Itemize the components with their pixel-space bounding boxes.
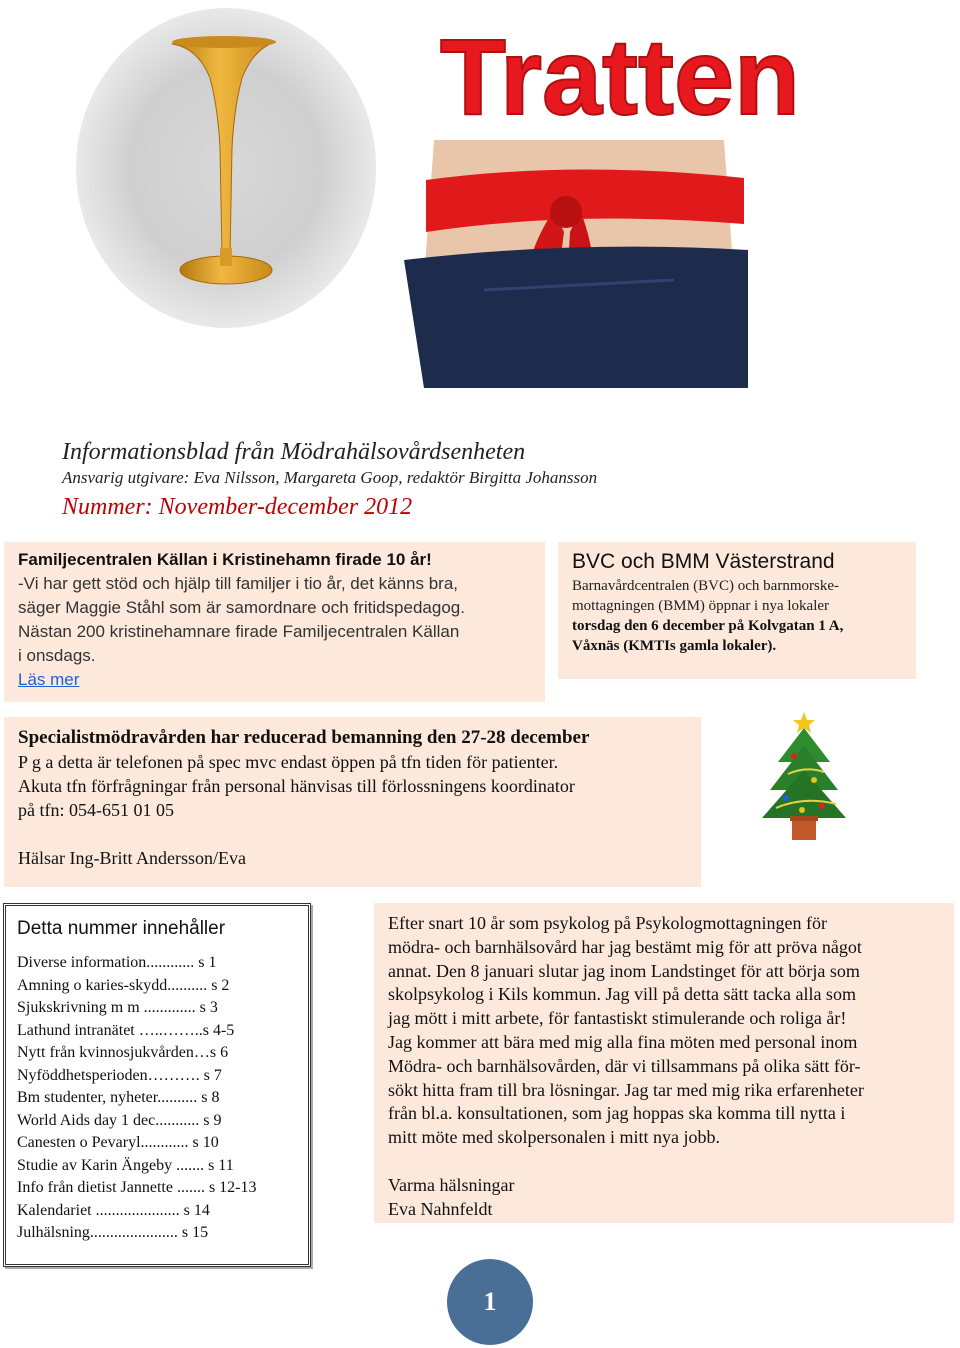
farewell-line: mitt möte med skolpersonalen i mitt nya jobb. [388, 1127, 720, 1148]
toc-item: Lathund intranätet …..……..s 4-5 [17, 1021, 235, 1039]
masthead-heading: Informationsblad från Mödrahälsovårdsenheten [62, 439, 526, 465]
christmas-tree-image [748, 710, 848, 850]
news2-line: mottagningen (BMM) öppnar i nya lokaler [572, 598, 830, 614]
masthead-publisher: Ansvarig utgivare: Eva Nilsson, Margareta Goop, redaktör Birgitta Johansson [62, 468, 598, 487]
pregnant-belly-ribbon-image [404, 140, 748, 388]
news-box-familjecentralen-content [18, 548, 540, 692]
toc-item: Kalendariet ..................... s 14 [17, 1201, 210, 1219]
notice-line: Akuta tfn förfrågningar från personal hänvisas till förlossningens koordinator [18, 776, 575, 796]
farewell-greeting: Varma hälsningar [388, 1174, 515, 1195]
notice-line: P g a detta är telefonen på spec mvc endast öppen på tfn tiden för patienter. [18, 752, 559, 772]
masthead [62, 438, 922, 522]
toc-title: Detta nummer innehåller [17, 918, 226, 939]
toc-item: Amning o karies-skydd.......... s 2 [17, 976, 230, 994]
farewell-line: annat. Den 8 januari slutar jag inom Landstinget för att börja som [388, 960, 860, 981]
farewell-line: sökt hitta fram till bra lösningar. Jag tar med mig rika erfarenheter [388, 1079, 864, 1100]
notice-line: på tfn: 054-651 01 05 [18, 800, 174, 820]
news1-line: -Vi har gett stöd och hjälp till familjer i tio år, det känns bra, [18, 574, 459, 593]
farewell-box-content [388, 912, 948, 1222]
toc-item: Canesten o Pevaryl............ s 10 [17, 1134, 219, 1151]
toc-item: Bm studenter, nyheter.......... s 8 [17, 1089, 220, 1106]
trumpet-vase-image [76, 8, 376, 328]
toc-item: Sjukskrivning m m ............. s 3 [17, 999, 218, 1016]
news2-headline: BVC och BMM Västerstrand [572, 550, 835, 573]
tratten-logo-text: Tratten [439, 18, 801, 137]
toc-item: Diverse information............ s 1 [17, 954, 217, 971]
toc-item: Julhälsning...................... s 15 [17, 1224, 209, 1241]
toc-item: Nytt från kvinnosjukvården…s 6 [17, 1044, 229, 1061]
news-box-bvc-bmm-content [572, 548, 912, 656]
farewell-line: skolpsykolog i Kils kommun. Jag vill på detta sätt tacka alla som [388, 984, 856, 1005]
news2-line: Barnavårdcentralen (BVC) och barnmorske- [572, 578, 839, 594]
farewell-line: Efter snart 10 år som psykolog på Psykologmottagningen för [388, 913, 827, 933]
notice-box-content [18, 726, 698, 870]
news2-bold-line: Våxnäs (KMTIs gamla lokaler). [572, 638, 777, 654]
notice-signoff: Hälsar Ing-Britt Andersson/Eva [18, 848, 246, 868]
farewell-line: från bl.a. konsultationen, som jag hoppas ska komma till nytta i [388, 1103, 846, 1124]
toc-item: Info från dietist Jannette ....... s 12-13 [17, 1179, 257, 1196]
toc-item: World Aids day 1 dec........... s 9 [17, 1111, 222, 1129]
notice-headline: Specialistmödravården har reducerad bemanning den 27-28 december [18, 727, 590, 748]
farewell-line: mödra- och barnhälsovård har jag bestämt mig för att pröva något [388, 936, 862, 957]
farewell-line: Jag kommer att bära med mig alla fina möten med personal inom [388, 1031, 858, 1052]
farewell-line: jag mött i mitt arbete, för fantastiskt stimulerande och roliga år! [388, 1008, 847, 1029]
news2-bold-line: torsdag den 6 december på Kolvgatan 1 A, [572, 618, 844, 634]
read-more-link[interactable]: Läs mer [18, 670, 80, 689]
farewell-line: Mödra- och barnhälsovården, där vi tillsammans på olika sätt för- [388, 1055, 861, 1076]
page-number: 1 [483, 1287, 497, 1316]
tratten-logo [410, 18, 830, 138]
toc-item: Studie av Karin Ängeby ....... s 11 [17, 1156, 234, 1174]
news1-line: i onsdags. [18, 646, 96, 665]
masthead-issue: Nummer: November-december 2012 [62, 494, 413, 520]
toc-list [17, 952, 307, 1245]
news1-line: säger Maggie Ståhl som är samordnare och fritidspedagog. [18, 598, 465, 617]
news1-headline: Familjecentralen Källan i Kristinehamn firade 10 år! [18, 550, 432, 569]
toc-item: Nyföddhetsperioden………. s 7 [17, 1066, 222, 1084]
farewell-signature: Eva Nahnfeldt [388, 1198, 493, 1219]
news1-line: Nästan 200 kristinehamnare firade Familjecentralen Källan [18, 622, 460, 641]
